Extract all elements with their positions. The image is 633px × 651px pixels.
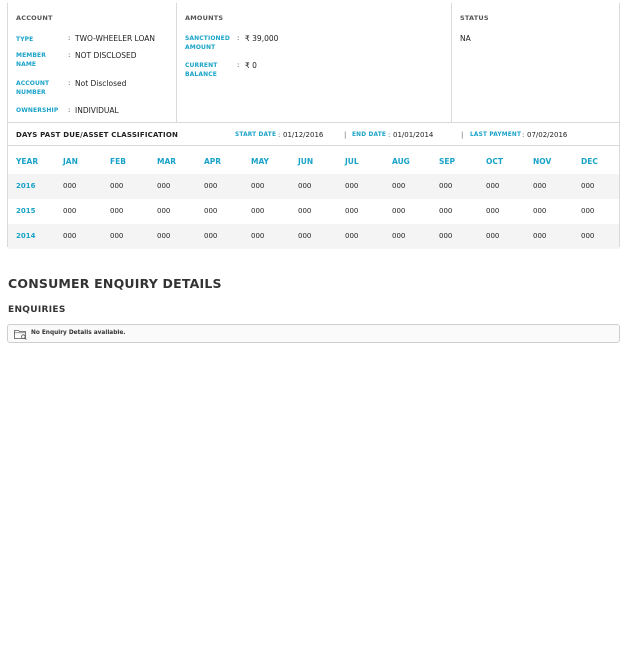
end-date-value: 01/01/2014 bbox=[393, 131, 434, 139]
dpd-cell: 000 bbox=[157, 207, 171, 215]
dpd-cell: 000 bbox=[63, 232, 77, 240]
sanctioned-amount-colon: : bbox=[237, 34, 240, 42]
account-number-colon: : bbox=[68, 79, 71, 87]
dpd-cell: 000 bbox=[486, 182, 500, 190]
amounts-section-title: AMOUNTS bbox=[185, 14, 224, 22]
status-value: NA bbox=[460, 34, 471, 43]
header-nov: NOV bbox=[533, 157, 552, 166]
dpd-cell: 000 bbox=[63, 182, 77, 190]
dpd-title: DAYS PAST DUE/ASSET CLASSIFICATION bbox=[16, 131, 179, 139]
status-section bbox=[452, 3, 619, 122]
header-apr: APR bbox=[204, 157, 222, 166]
enquiry-empty-state bbox=[7, 324, 620, 343]
dpd-cell: 000 bbox=[251, 182, 265, 190]
dpd-cell: 000 bbox=[533, 207, 547, 215]
start-date-value: 01/12/2016 bbox=[283, 131, 324, 139]
dpd-cell: 000 bbox=[345, 207, 359, 215]
header-jan: JAN bbox=[63, 157, 78, 166]
dpd-cell: 000 bbox=[486, 207, 500, 215]
header-feb: FEB bbox=[110, 157, 126, 166]
ownership-label: OWNERSHIP bbox=[16, 107, 59, 114]
dpd-cell: 000 bbox=[251, 232, 265, 240]
type-value: TWO-WHEELER LOAN bbox=[75, 34, 155, 43]
current-balance-label: CURRENT BALANCE bbox=[185, 62, 218, 78]
table-row bbox=[8, 174, 619, 199]
dpd-header bbox=[8, 123, 619, 146]
header-oct: OCT bbox=[486, 157, 503, 166]
member-name-value: NOT DISCLOSED bbox=[75, 51, 137, 60]
year-cell: 2015 bbox=[16, 207, 36, 215]
current-balance-colon: : bbox=[237, 61, 240, 69]
dpd-cell: 000 bbox=[439, 232, 453, 240]
account-section-title: ACCOUNT bbox=[16, 14, 53, 22]
sanctioned-amount-value: ₹ 39,000 bbox=[245, 34, 279, 43]
meta-separator-2: | bbox=[461, 131, 464, 139]
dpd-cell: 000 bbox=[298, 207, 312, 215]
dpd-grid-header-row bbox=[8, 149, 619, 174]
dpd-cell: 000 bbox=[392, 207, 406, 215]
dpd-cell: 000 bbox=[110, 207, 124, 215]
meta-separator-1: | bbox=[344, 131, 347, 139]
type-colon: : bbox=[68, 34, 71, 42]
end-date-colon: : bbox=[388, 131, 391, 139]
account-number-value: Not Disclosed bbox=[75, 79, 127, 88]
status-section-title: STATUS bbox=[460, 14, 489, 22]
header-dec: DEC bbox=[581, 157, 598, 166]
year-cell: 2014 bbox=[16, 232, 36, 240]
dpd-cell: 000 bbox=[110, 232, 124, 240]
dpd-cell: 000 bbox=[533, 232, 547, 240]
dpd-cell: 000 bbox=[486, 232, 500, 240]
folder-search-icon bbox=[14, 329, 27, 340]
dpd-cell: 000 bbox=[581, 207, 595, 215]
table-row bbox=[8, 224, 619, 249]
header-year: YEAR bbox=[16, 157, 39, 166]
dpd-cell: 000 bbox=[204, 232, 218, 240]
dpd-cell: 000 bbox=[298, 182, 312, 190]
dpd-cell: 000 bbox=[204, 207, 218, 215]
dpd-cell: 000 bbox=[439, 207, 453, 215]
dpd-cell: 000 bbox=[439, 182, 453, 190]
account-summary-row bbox=[8, 3, 619, 123]
dpd-cell: 000 bbox=[392, 232, 406, 240]
header-aug: AUG bbox=[392, 157, 410, 166]
enquiry-empty-message: No Enquiry Details available. bbox=[31, 330, 126, 336]
dpd-cell: 000 bbox=[157, 232, 171, 240]
account-number-label: ACCOUNT NUMBER bbox=[16, 80, 50, 96]
account-card bbox=[7, 3, 620, 247]
member-name-colon: : bbox=[68, 51, 71, 59]
ownership-colon: : bbox=[68, 106, 71, 114]
dpd-cell: 000 bbox=[581, 182, 595, 190]
enquiries-subtitle: ENQUIRIES bbox=[8, 305, 66, 315]
header-jul: JUL bbox=[345, 157, 359, 166]
current-balance-value: ₹ 0 bbox=[245, 61, 257, 70]
dpd-cell: 000 bbox=[157, 182, 171, 190]
header-mar: MAR bbox=[157, 157, 177, 166]
dpd-cell: 000 bbox=[251, 207, 265, 215]
table-row bbox=[8, 199, 619, 224]
type-label: TYPE bbox=[16, 36, 34, 43]
last-payment-value: 07/02/2016 bbox=[527, 131, 568, 139]
dpd-cell: 000 bbox=[345, 182, 359, 190]
consumer-enquiry-title: CONSUMER ENQUIRY DETAILS bbox=[8, 276, 222, 291]
dpd-cell: 000 bbox=[63, 207, 77, 215]
dpd-cell: 000 bbox=[581, 232, 595, 240]
start-date-colon: : bbox=[278, 131, 281, 139]
year-cell: 2016 bbox=[16, 182, 36, 190]
dpd-cell: 000 bbox=[110, 182, 124, 190]
header-may: MAY bbox=[251, 157, 269, 166]
account-section bbox=[8, 3, 177, 122]
dpd-cell: 000 bbox=[392, 182, 406, 190]
last-payment-colon: : bbox=[522, 131, 525, 139]
dpd-cell: 000 bbox=[345, 232, 359, 240]
sanctioned-amount-label: SANCTIONED AMOUNT bbox=[185, 35, 230, 51]
ownership-value: INDIVIDUAL bbox=[75, 106, 119, 115]
start-date-label: START DATE bbox=[235, 132, 277, 138]
dpd-cell: 000 bbox=[298, 232, 312, 240]
dpd-cell: 000 bbox=[533, 182, 547, 190]
header-jun: JUN bbox=[298, 157, 314, 166]
header-sep: SEP bbox=[439, 157, 456, 166]
member-name-label: MEMBER NAME bbox=[16, 52, 46, 68]
amounts-section bbox=[177, 3, 452, 122]
dpd-grid bbox=[8, 149, 619, 249]
end-date-label: END DATE bbox=[352, 132, 387, 138]
last-payment-label: LAST PAYMENT bbox=[470, 132, 522, 138]
dpd-cell: 000 bbox=[204, 182, 218, 190]
